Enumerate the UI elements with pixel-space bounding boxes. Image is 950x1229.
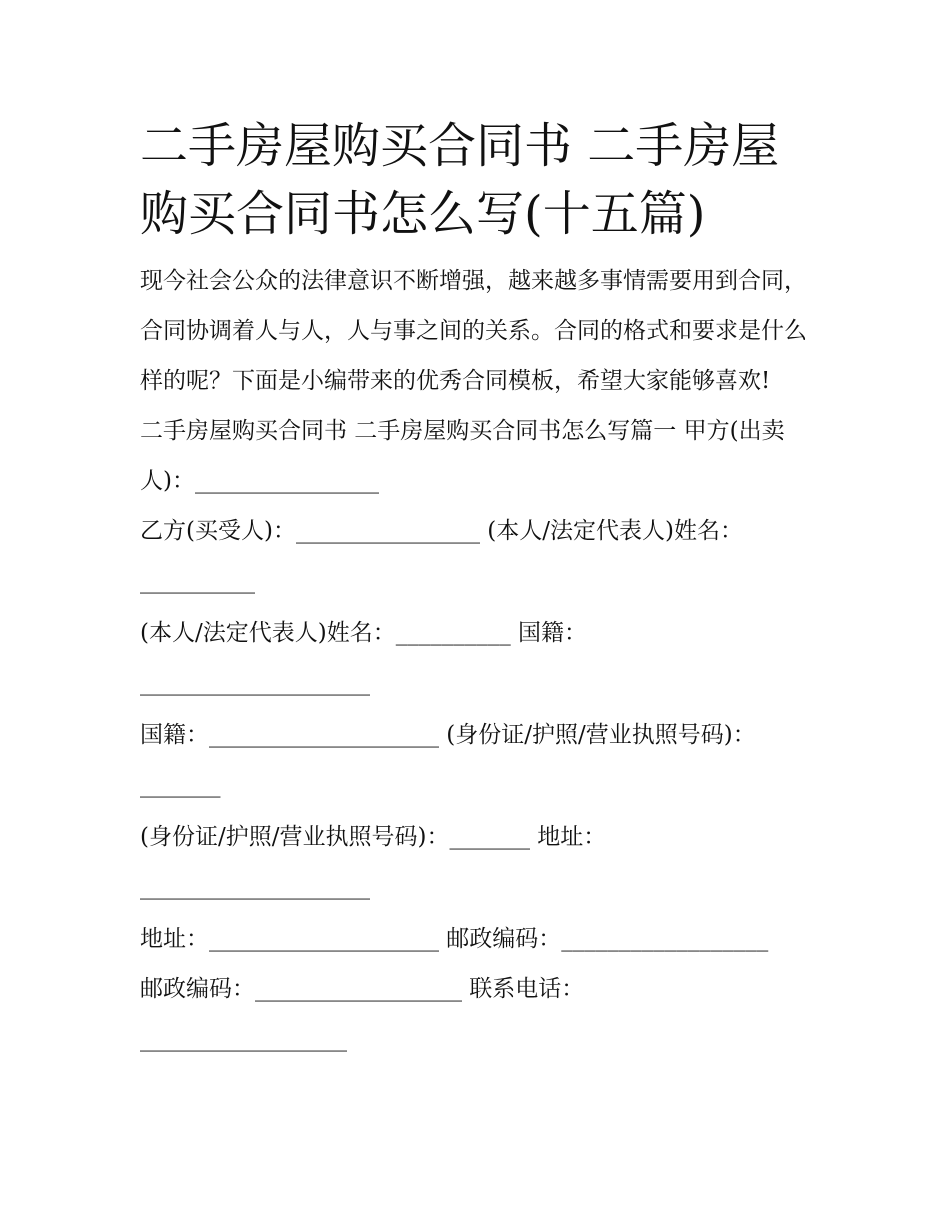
seller-id-blank: _______ [140,772,221,798]
id-line: (身份证/护照/营业执照号码)：_______ 地址： [140,824,607,850]
seller-nationality-blank: ____________________ [140,670,370,696]
section-heading: 二手房屋购买合同书 二手房屋购买合同书怎么写篇一 甲方(出卖人)：________________ [140,418,785,494]
document-title: 二手房屋购买合同书 二手房屋购买合同书怎么写(十五篇) [140,118,780,242]
document-page [140,112,820,1064]
postcode-line: 邮政编码：__________________ 联系电话： [140,976,585,1002]
intro-paragraph: 现今社会公众的法律意识不断增强，越来越多事情需要用到合同，合同协调着人与人，人与事之间的关系。合同的格式和要求是什么样的呢？下面是小编带来的优秀合同模板，希望大家能够喜欢! [140,268,807,394]
buyer-line: 乙方(买受人)：________________ (本人/法定代表人)姓名： [140,518,743,544]
phone-blank: __________________ [140,1026,347,1052]
nationality-line: 国籍：____________________ (身份证/护照/营业执照号码)： [140,722,756,748]
buyer-name-line: (本人/法定代表人)姓名：__________ 国籍： [140,620,588,646]
address-line: 地址：____________________ 邮政编码：__________________ [140,926,769,952]
seller-name-blank: __________ [140,568,255,594]
seller-address-blank: ____________________ [140,874,370,900]
